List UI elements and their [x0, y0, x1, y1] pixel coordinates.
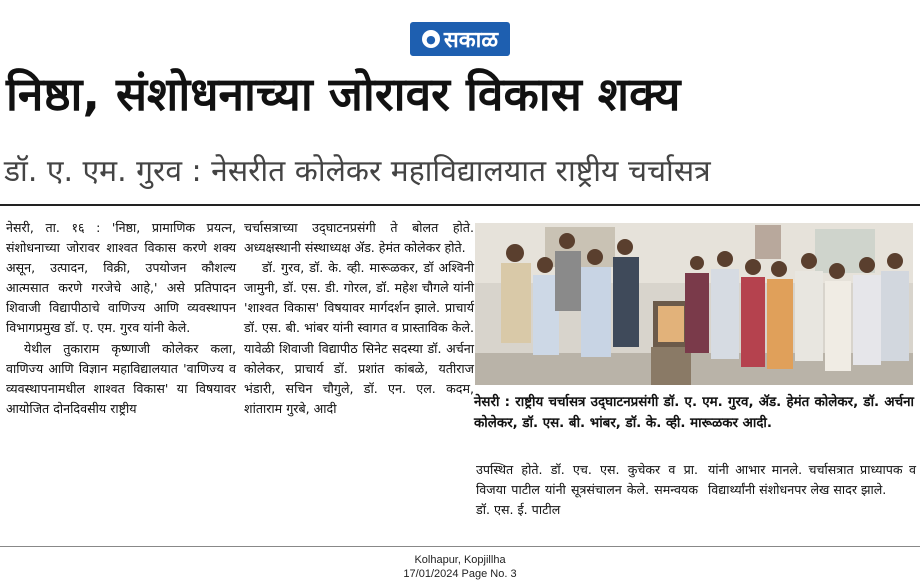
article-column-3 — [476, 460, 698, 520]
paragraph: येथील तुकाराम कृष्णाजी कोलेकर कला, वाणिज्य आणि विज्ञान महाविद्यालयात 'वाणिज्य व व्यवस्थापनामधील शाश्वत विकास' या विषयावर आयोजित दोनदिवसीय राष्ट्रीय — [6, 340, 236, 416]
article-column-4 — [708, 460, 916, 500]
headline: निष्ठा, संशोधनाच्या जोरावर विकास शक्य — [6, 67, 681, 121]
paragraph: यांनी आभार मानले. चर्चासत्रात प्राध्यापक व विद्यार्थ्यांनी संशोधनपर लेख सादर झाले. — [708, 462, 916, 498]
footer-location: Kolhapur, Kopjillha — [414, 554, 506, 566]
paragraph: नेसरी, ता. १६ : 'निष्ठा, प्रामाणिक प्रयत्न, संशोधनाच्या जोरावर शाश्वत विकास करणे शक्य असून, उत्पादन, विक्री, उपयोजन कौशल्य आत्मसात करणे गरजेचे आहे,' असे प्रतिपादन शिवाजी विद्यापीठाचे वाणिज्य आणि व्यवस्थापन विभागप्रमुख डॉ. ए. एम. गुरव यांनी केले. — [6, 220, 236, 336]
photo-caption: नेसरी : राष्ट्रीय चर्चासत्र उद्‌घाटनप्रसंगी डॉ. ए. एम. गुरव, ॲड. हेमंत कोलेकर, डॉ. अर्चना कोलेकर, डॉ. एस. बी. भांबर, डॉ. के. व्ही. मारूळकर आदी. — [474, 395, 914, 431]
footer-date-page: 17/01/2024 Page No. 3 — [403, 568, 517, 580]
article-column-1 — [6, 218, 236, 419]
subheadline: डॉ. ए. एम. गुरव : नेसरीत कोलेकर महाविद्यालयात राष्ट्रीय चर्चासत्र — [4, 154, 711, 189]
page-footer — [0, 553, 920, 581]
event-photo — [475, 223, 913, 385]
logo-emblem-icon: ● — [422, 30, 440, 48]
paragraph: उपस्थित होते. डॉ. एच. एस. कुचेकर व प्रा. विजया पाटील यांनी सूत्रसंचालन केले. समन्वयक डॉ. एस. ई. पाटील — [476, 462, 698, 518]
newspaper-logo — [410, 22, 510, 56]
logo-text: सकाळ — [443, 28, 499, 53]
divider — [0, 204, 920, 206]
footer-divider — [0, 546, 920, 547]
event-photo-image — [475, 223, 913, 385]
paragraph: चर्चासत्राच्या उद्‌घाटनप्रसंगी ते बोलत होते. अध्यक्षस्थानी संस्थाध्यक्ष ॲड. हेमंत कोलेकर होते. — [244, 220, 474, 256]
paragraph: डॉ. गुरव, डॉ. के. व्ही. मारूळकर, डॉ अश्विनी जामुनी, डॉ. एस. डी. गोरल, डॉ. महेश चौगले यांनी 'शाश्वत विकास' विषयावर मार्गदर्शन झाले. प्राचार्य डॉ. एस. बी. भांबर यांनी स्वागत व प्रास्ताविक केले. यावेळी शिवाजी विद्यापीठ सिनेट सदस्या डॉ. अर्चना कोलेकर, प्राचार्य डॉ. प्रशांत कांबळे, यतीराज भंडारी, सचिन चौगुले, डॉ. एन. एल. कदम, शांताराम गुरबे, आदी — [244, 260, 474, 416]
article-column-2 — [244, 218, 474, 419]
